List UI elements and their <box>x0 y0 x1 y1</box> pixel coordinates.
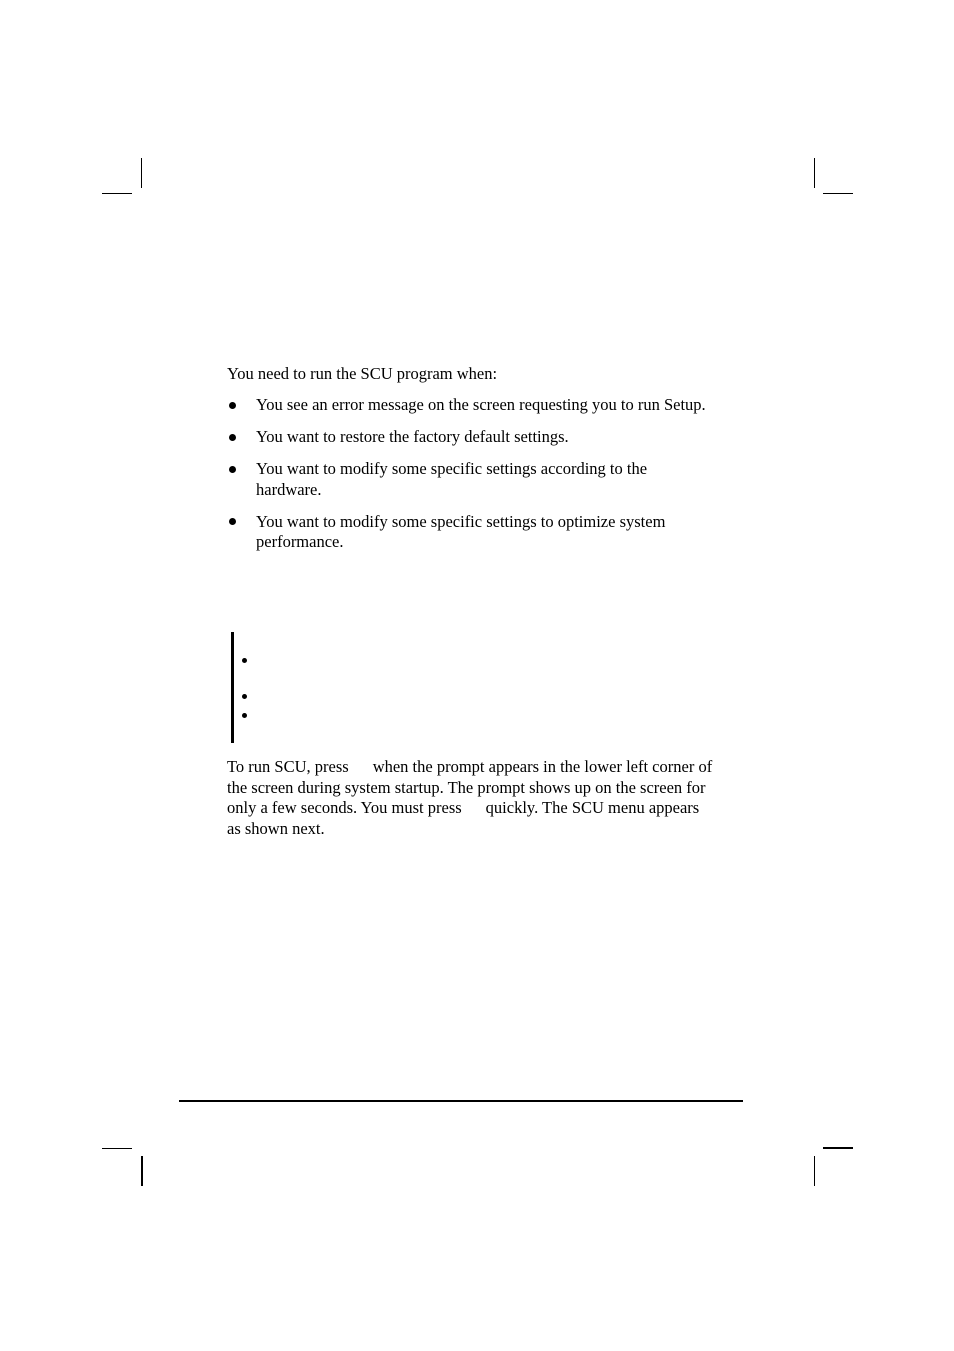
list-item-text: You want to modify some specific settings according to the <box>256 459 648 478</box>
instructions-line: the screen during system startup. The prompt shows up on the screen for <box>227 777 706 797</box>
list-item-text: You want to modify some specific settings to optimize system <box>256 511 666 531</box>
crop-mark-top-right-v <box>814 158 815 188</box>
conditions-list <box>227 395 747 564</box>
note-bullet <box>242 713 247 718</box>
crop-mark-bottom-left-h <box>102 1148 132 1149</box>
list-item-text: You see an error message on the screen requesting you to run Setup. <box>256 395 706 414</box>
instructions-line: as shown next. <box>227 818 325 838</box>
list-item-text-cont: performance. <box>256 532 344 551</box>
instructions-line <box>227 757 747 778</box>
instructions-line <box>227 798 747 819</box>
crop-mark-top-left-v <box>141 158 142 188</box>
list-item-text-cont: hardware. <box>256 479 322 499</box>
list-item-text: You want to restore the factory default settings. <box>256 427 569 446</box>
note-bar <box>231 632 234 743</box>
crop-mark-top-right-h <box>823 193 853 194</box>
list-item <box>227 395 747 416</box>
footer-rule <box>179 1100 743 1102</box>
instructions-text: only a few seconds. You must press <box>227 798 462 817</box>
list-item <box>227 427 747 448</box>
crop-mark-top-left-h <box>102 193 132 194</box>
instructions-text: quickly. The SCU menu appears <box>485 798 700 817</box>
crop-mark-bottom-right-h <box>823 1147 853 1149</box>
instructions-text: To run SCU, press <box>227 757 349 776</box>
list-item <box>227 459 747 500</box>
crop-mark-bottom-left-v <box>141 1156 143 1186</box>
note-bullet <box>242 658 247 663</box>
crop-mark-bottom-right-v <box>814 1156 815 1186</box>
note-bullet <box>242 694 247 699</box>
instructions-text: when the prompt appears in the lower left corner of <box>372 757 713 776</box>
instructions-paragraph <box>227 757 747 839</box>
list-item <box>227 512 747 553</box>
intro-text: You need to run the SCU program when: <box>227 364 498 383</box>
